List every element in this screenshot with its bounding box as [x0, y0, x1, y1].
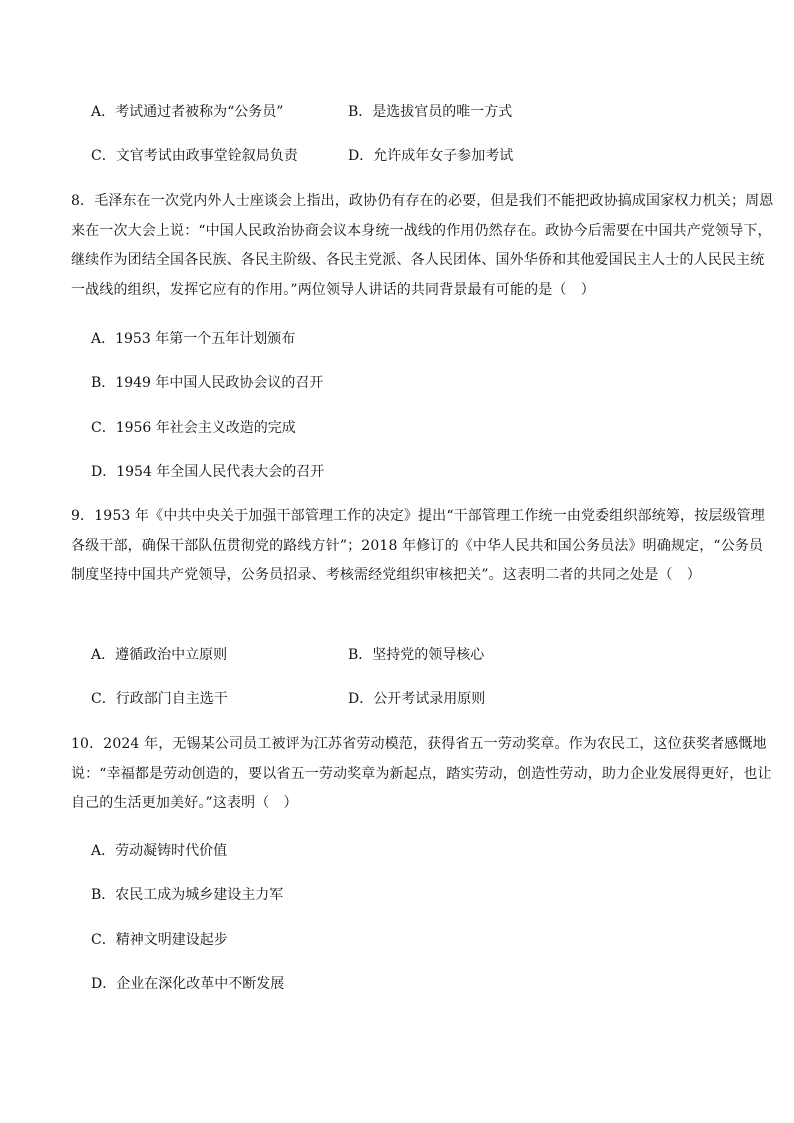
q10-option-b: B．农民工成为城乡建设主力军: [91, 887, 284, 903]
q7-option-a: A．考试通过者被称为“公务员”: [91, 104, 284, 120]
q9-option-c: C．行政部门自主选干: [91, 691, 228, 707]
q10-option-d: D．企业在深化改革中不断发展: [91, 976, 285, 992]
q8-stem: 8．毛泽东在一次党内外人士座谈会上指出，政协仍有存在的必要，但是我们不能把政协搞成国家权力机关；周恩来在一次大会上说：“中国人民政治协商会议本身统一战线的作用仍然存在。政协今后需要在中国共产党领导下，继续作为团结全国各民族、各民主阶级、各民主党派、各人民团体、国外华侨和其他爱国民主人士的人民民主统一战线的组织，发挥它应有的作用。”两位领导人讲话的共同背景最有可能的是（ ）: [71, 193, 774, 298]
q8-option-a: A．1953 年第一个五年计划颁布: [91, 331, 296, 347]
q9-option-d: D．公开考试录用原则: [348, 691, 486, 707]
q9-stem: 9．1953 年《中共中央关于加强干部管理工作的决定》提出“干部管理工作统一由党委组织部统筹，按层级管理各级干部，确保干部队伍贯彻党的路线方针”；2018 年修订的《中华人民共和国公务员法》明确规定，“公务员制度坚持中国共产党领导，公务员招录、考核需经党组织审核把关”。这表明二者的共同之处是（ ）: [71, 508, 765, 583]
q7-option-d: D．允许成年女子参加考试: [348, 148, 514, 164]
q10-option-c: C．精神文明建设起步: [91, 932, 228, 948]
q10-stem: 10．2024 年，无锡某公司员工被评为江苏省劳动模范，获得省五一劳动奖章。作为农民工，这位获奖者感慨地说：“幸福都是劳动创造的，要以省五一劳动奖章为新起点，踏实劳动，创造性劳动，助力企业发展得更好，也让自己的生活更加美好。”这表明（ ）: [71, 736, 772, 811]
q8-option-d: D．1954 年全国人民代表大会的召开: [91, 464, 325, 480]
q8-option-c: C．1956 年社会主义改造的完成: [91, 420, 296, 436]
q10-option-a: A．劳动凝铸时代价值: [91, 843, 228, 859]
q8-option-b: B．1949 年中国人民政协会议的召开: [91, 375, 324, 391]
q9-option-b: B．坚持党的领导核心: [348, 647, 485, 663]
q7-option-b: B．是选拔官员的唯一方式: [348, 104, 513, 120]
q9-option-a: A．遵循政治中立原则: [91, 647, 228, 663]
q7-option-c: C．文官考试由政事堂铨叙局负责: [91, 148, 298, 164]
